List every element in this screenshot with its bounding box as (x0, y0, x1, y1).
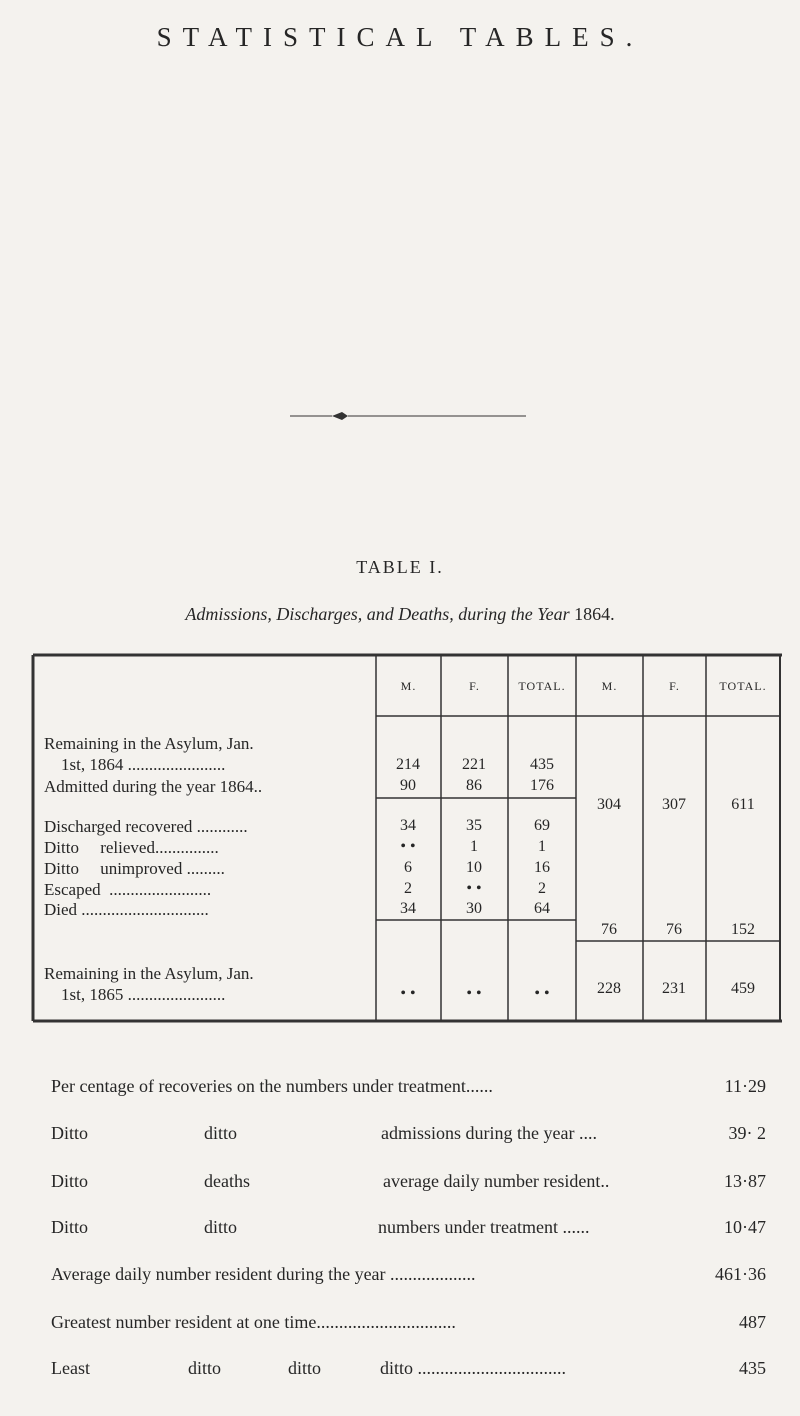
stat-line: Average daily number resident during the year ................... (51, 1264, 476, 1284)
table-cell: 435 (530, 756, 554, 773)
ornamental-rule (290, 411, 526, 421)
stat-line: average daily number resident.. (383, 1171, 610, 1191)
table-cell: 76 (666, 921, 682, 938)
table-cell: 2 (404, 880, 412, 897)
table-cell: 176 (530, 777, 554, 794)
table-cell: 16 (534, 859, 550, 876)
col-header-f: F. (469, 679, 480, 693)
table-cell: 35 (466, 817, 482, 834)
table-cell: 152 (731, 921, 755, 938)
row-label: Admitted during the year 1864.. (44, 777, 263, 796)
table-cell: 34 (400, 900, 416, 917)
table-cell: 6 (404, 859, 412, 876)
col-header-m: M. (400, 679, 417, 693)
row-label: Escaped ........................ (44, 880, 212, 899)
table-cell: 90 (400, 777, 416, 794)
table-title: TABLE I. (356, 557, 444, 577)
table-cell: 1 (538, 838, 546, 855)
table-caption (0, 604, 800, 625)
stat-line: Greatest number resident at one time............................... (51, 1312, 456, 1332)
caption-text: Admissions, Discharges, and Deaths, during the Year (185, 604, 570, 624)
table-cell: • • (400, 985, 416, 1002)
stat-line: ditto ................................. (380, 1358, 567, 1378)
table-cell: 304 (597, 796, 621, 813)
table-cell: 64 (534, 900, 550, 917)
stat-value: 487 (739, 1312, 766, 1332)
stat-value: 435 (739, 1358, 766, 1378)
table-cell: • • (466, 880, 482, 897)
stat-line: Ditto (51, 1217, 89, 1237)
stat-line: Ditto (51, 1123, 89, 1143)
row-label: Ditto relieved............... (44, 838, 219, 857)
table-cell: 10 (466, 859, 482, 876)
row-label: 1st, 1865 ....................... (61, 985, 226, 1004)
stat-line: ditto (188, 1358, 222, 1378)
table-cell: 86 (466, 777, 482, 794)
row-label: Discharged recovered ............ (44, 817, 248, 836)
table-cell: • • (466, 985, 482, 1002)
row-label: Ditto unimproved ......... (44, 859, 225, 878)
stat-line: Per centage of recoveries on the numbers under treatment...... (51, 1076, 493, 1096)
row-label: 1st, 1864 ....................... (61, 755, 226, 774)
row-label: Died .............................. (44, 900, 209, 919)
table-cell: 221 (462, 756, 486, 773)
table-cell: 34 (400, 817, 416, 834)
table-cell: 214 (396, 756, 420, 773)
col-header-m-2: M. (601, 679, 618, 693)
table-cell: 611 (731, 796, 755, 813)
col-header-total-2: TOTAL. (719, 679, 767, 693)
stat-line: numbers under treatment ...... (378, 1217, 590, 1237)
caption-year: 1864. (574, 604, 615, 624)
table-cell: 2 (538, 880, 546, 897)
col-header-total: TOTAL. (518, 679, 566, 693)
table-cell: 1 (470, 838, 478, 855)
table-cell: 228 (597, 980, 621, 997)
stat-value: 10·47 (724, 1217, 766, 1237)
table-cell: 231 (662, 980, 686, 997)
stat-line: admissions during the year .... (381, 1123, 597, 1143)
row-label: Remaining in the Asylum, Jan. (44, 734, 254, 753)
table-cell: 307 (662, 796, 686, 813)
stat-line: Ditto (51, 1171, 89, 1191)
stat-line: ditto (204, 1217, 238, 1237)
stat-value: 13·87 (724, 1171, 766, 1191)
row-label: Remaining in the Asylum, Jan. (44, 964, 254, 983)
table-cell: 69 (534, 817, 550, 834)
table-cell: • • (534, 985, 550, 1002)
stat-line: Least (51, 1358, 90, 1378)
table-cell: • • (400, 838, 416, 855)
col-header-f-2: F. (669, 679, 680, 693)
stat-value: 11·29 (724, 1076, 766, 1096)
page-heading: STATISTICAL TABLES. (156, 22, 644, 52)
stat-line: ditto (288, 1358, 322, 1378)
table-cell: 459 (731, 980, 755, 997)
stat-line: ditto (204, 1123, 238, 1143)
stat-value: 39· 2 (728, 1123, 766, 1143)
table-cell: 76 (601, 921, 617, 938)
stat-value: 461·36 (715, 1264, 766, 1284)
table-cell: 30 (466, 900, 482, 917)
stat-line: deaths (204, 1171, 250, 1191)
